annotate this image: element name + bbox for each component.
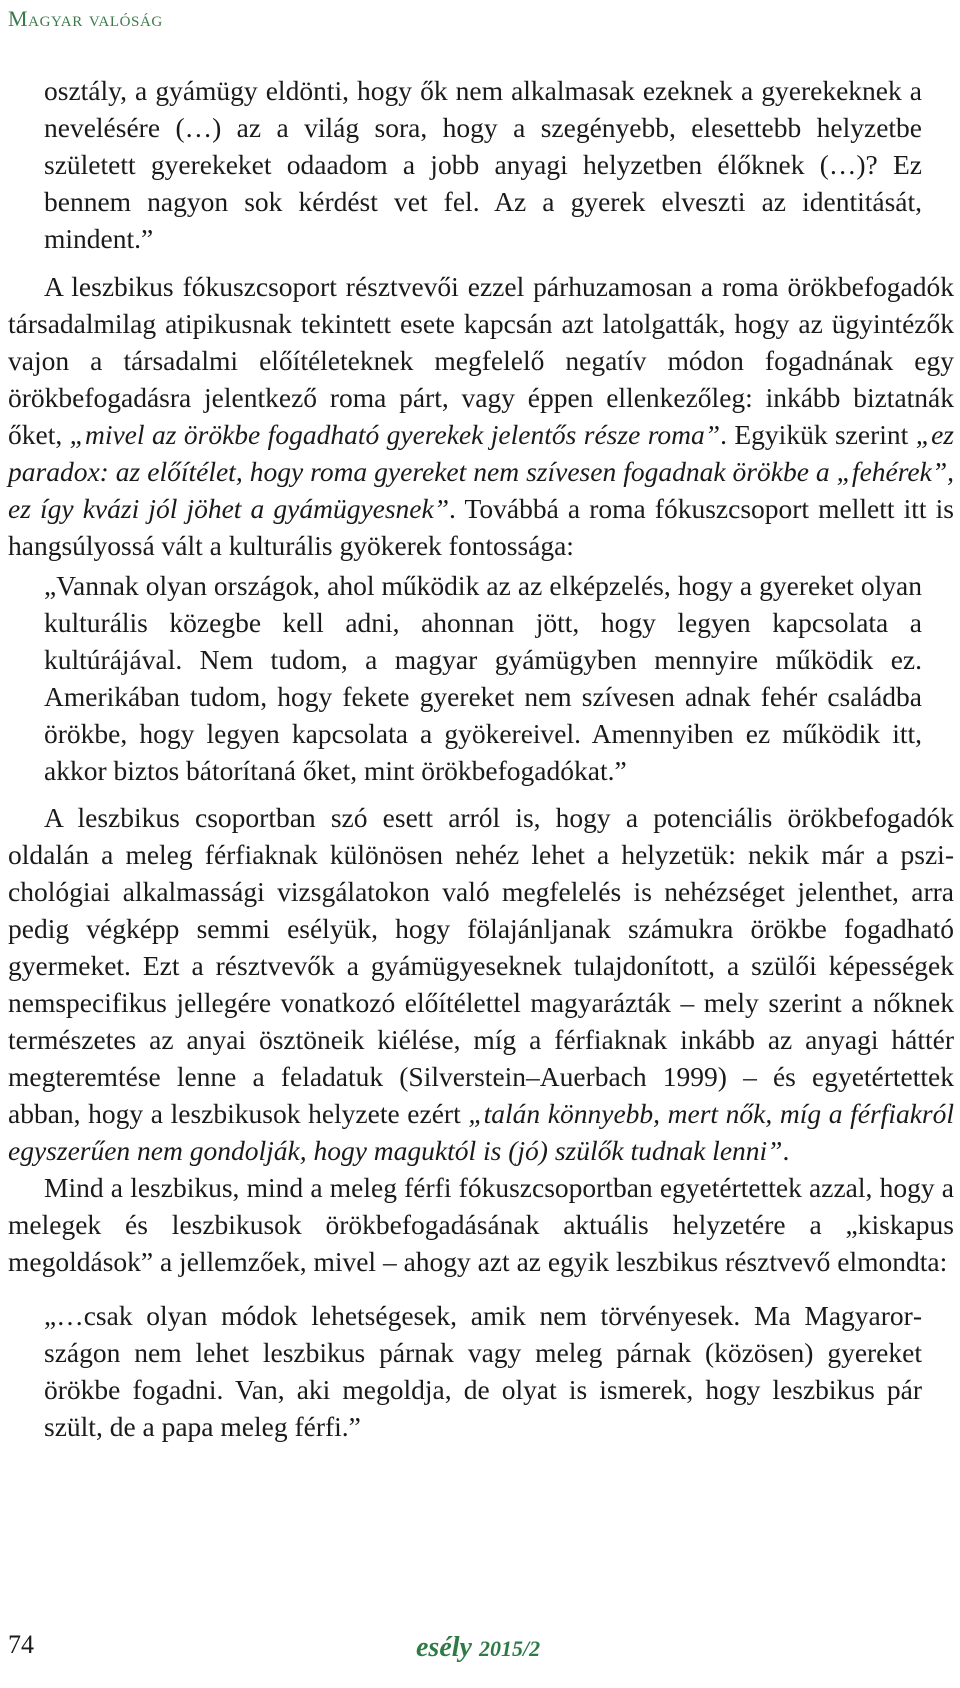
journal-footer (416, 1632, 540, 1664)
quote-3-text: „…csak olyan módok lehetségesek, amik nem törvényesek. Ma Magyarországon nem lehet leszbikus párnak vagy meleg párnak (közösen) gyereket örökbe fogadni. Van, aki megoldja, de olyat is ismerek, hogy leszbikus pár szült, de a papa meleg férfi.” (44, 1300, 922, 1442)
journal-issue: 2015/2 (478, 1636, 541, 1661)
running-head: Magyar valóság (8, 6, 163, 31)
block-quote-2 (44, 567, 922, 789)
quote-1-text: osztály, a gyámügy eldönti, hogy ők nem alkalmasak ezeknek a gyerekeknek a nevelésére (…) az a világ sora, hogy a szegényebb, elesettebb helyzetbe született gyerekeket odaadom a jobb anyagi helyzetben élőknek (…)? Ez bennem nagyon sok kérdést vet fel. Az a gyerek elveszti az identitását, mindent.” (44, 75, 922, 254)
paragraph-1-text-c: . Továbbá a roma fókuszcsoport mellett itt is hangsúlyossá vált a kulturális gyökerek fontossága: (8, 493, 954, 561)
paragraph-3-body: Mind a leszbikus, mind a meleg férfi fókuszcsoportban egyetértettek azzal, hogy a melegek és leszbikusok örökbefogadásának aktuális helyzetére a „kiskapus megoldások” a jellemzőek, mivel – ahogy azt az egyik leszbikus résztvevő elmondta: (8, 1172, 954, 1277)
block-quote-3 (44, 1297, 922, 1445)
paragraph-2 (8, 799, 954, 1280)
paragraph-2-body (8, 799, 954, 1169)
paragraph-1-italic-b: „ez paradox: az előítélet, hogy roma gyereket nem szívesen fogadnak örökbe a „fehérek”, ez így kvázi jól jöhet a gyámügyesnek” (8, 419, 954, 524)
paragraph-2-text-a: A leszbikus csoportban szó esett arról is, hogy a potenciális örökbefogadók oldalán a meleg férfiaknak különösen nehéz lehet a helyzetük: nekik már a pszichológiai alkalmassági vizsgálatokon való megfelelés is nehézséget jelenthet, arra pedig végképp semmi esélyük, hogy fölajánljanak számukra örökbe fogadható gyermeket. Ezt a résztvevők a gyámügyeseknek tulajdonított, a szülői képességek nemspecifikus jellegére vonatkozó előítélettel magyarázták – mely szerint a nőknek természetes az anyai ösztöneik kiélése, míg a férfiaknak inkább az anyagi háttér megteremtése lenne a feladatuk (Silverstein–Auerbach 1999) – és egyetértettek abban, hogy a leszbikusok helyzete ezért (8, 802, 954, 1129)
quote-2-text: „Vannak olyan országok, ahol működik az az elképzelés, hogy a gyereket olyan kulturális közegbe kell adni, ahonnan jött, hogy legyen kapcsolata a kultúrájával. Nem tudom, a magyar gyámügyben mennyire működik ez. Amerikában tudom, hogy fekete gyereket nem szívesen adnak fehér családba örökbe, hogy legyen kapcsolata a gyökereivel. Amennyiben ez működik itt, akkor biztos bátorítaná őket, mint örökbefogadókat.” (44, 570, 922, 786)
paragraph-2-text-b: . (782, 1135, 790, 1166)
paragraph-2-italic-a: „talán könnyebb, mert nők, míg a férfiakról egyszerűen nem gondolják, hogy maguktól is (jó) szülők tudnak lenni” (8, 1098, 955, 1166)
paragraph-1-text-b: . Egyikük szerint (720, 419, 916, 450)
block-quote-1 (44, 72, 922, 257)
paragraph-1-text-a: A leszbikus fókuszcsoport résztvevői ezzel párhuzamosan a roma örökbefogadók társadalmilag atipikusnak tekintett esete kapcsán azt latolgatták, hogy az ügyintézők vajon a társadalmi előítéleteknek megfelelő negatív módon fogadnának egy örökbefogadásra jelentkező roma párt, vagy éppen ellenkezőleg: inkább biztatnák őket, (8, 271, 954, 450)
page-number: 74 (8, 1630, 34, 1659)
paragraph-1-body (8, 268, 954, 564)
paragraph-1-italic-a: „mivel az örökbe fogadható gyerekek jelentős része roma” (69, 419, 721, 450)
paragraph-1 (8, 268, 954, 564)
journal-name: esély (416, 1632, 472, 1663)
